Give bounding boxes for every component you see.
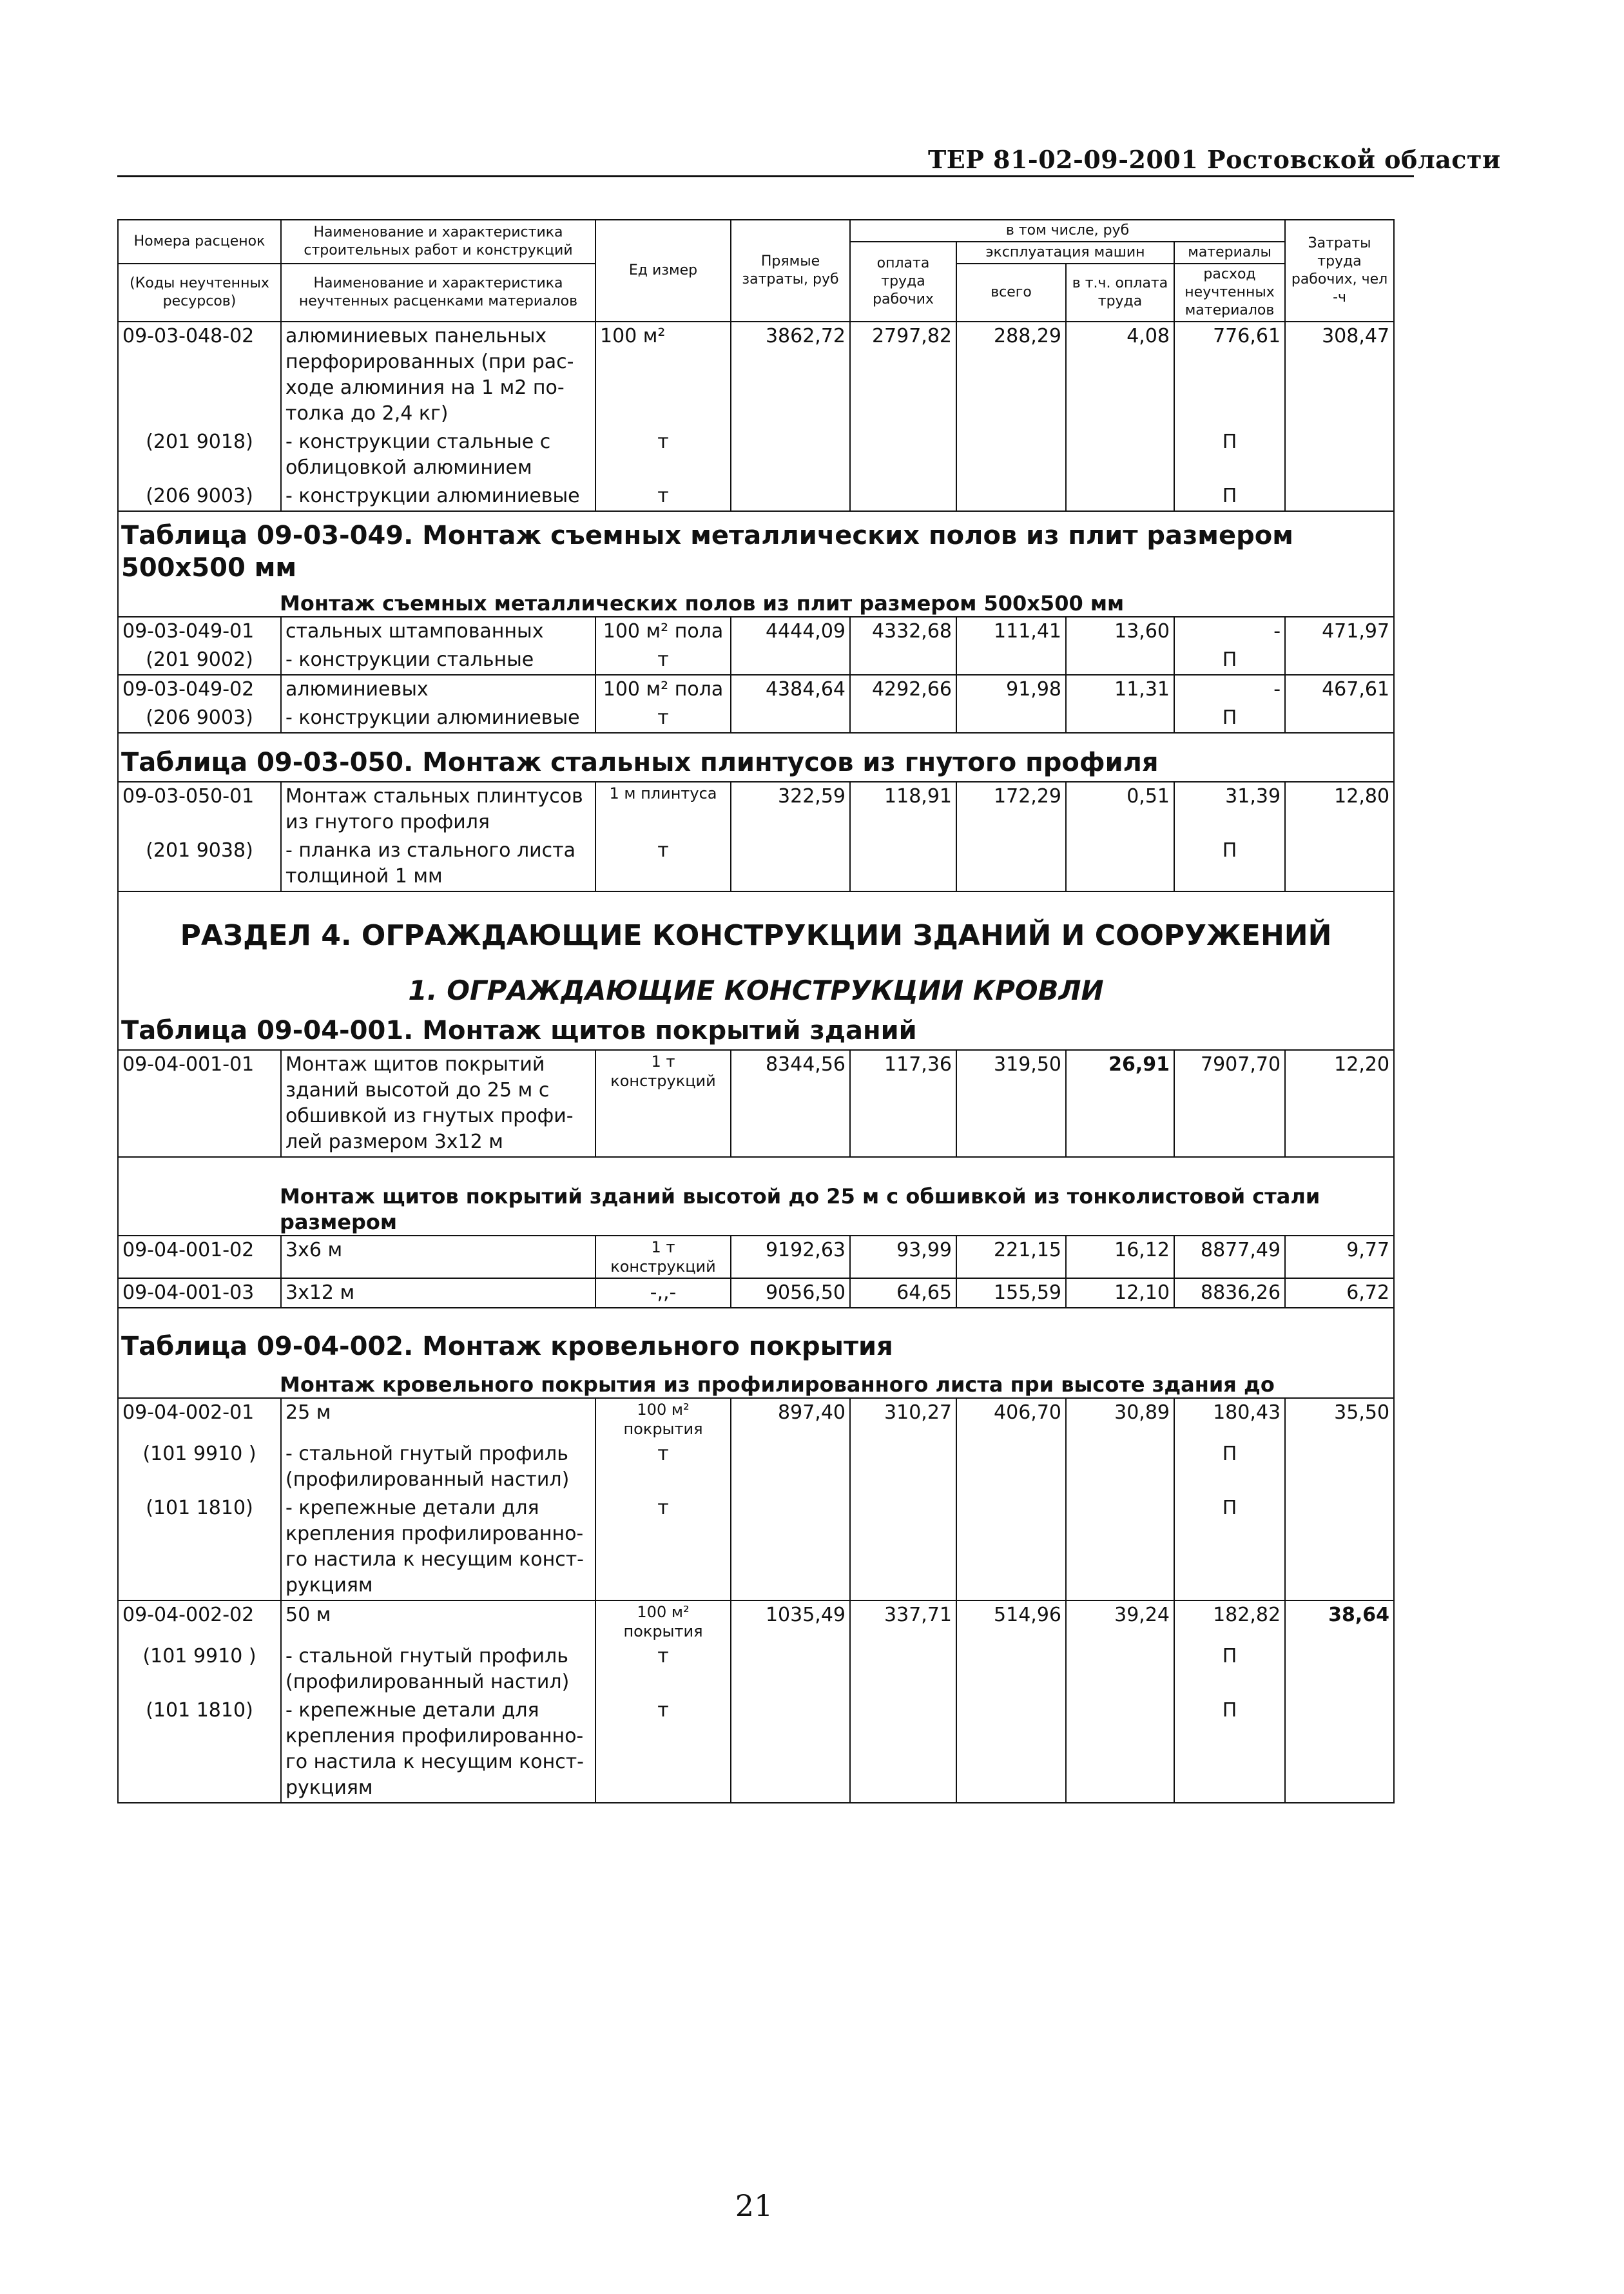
row-name: 50 м <box>281 1600 595 1642</box>
row-mat: П <box>1174 1440 1285 1494</box>
row-labor: 38,64 <box>1285 1600 1394 1642</box>
row-pay: 117,36 <box>850 1050 956 1157</box>
section-subtitle-row <box>118 960 1394 1015</box>
row-direct: 3862,72 <box>731 322 850 428</box>
header-machines-total: всего <box>956 264 1066 322</box>
row-mat: - <box>1174 675 1285 704</box>
row-name: стальных штампованных <box>281 617 595 646</box>
row-mat: П <box>1174 482 1285 511</box>
row-name: алюминиевых <box>281 675 595 704</box>
row-direct: 9192,63 <box>731 1236 850 1278</box>
rates-table <box>117 219 1395 1803</box>
section-title-row <box>118 891 1394 960</box>
row-code: 09-04-001-02 <box>118 1236 281 1278</box>
row-pay: 93,99 <box>850 1236 956 1278</box>
row-mat: П <box>1174 1642 1285 1696</box>
row-labor: 467,61 <box>1285 675 1394 704</box>
row-name: 25 м <box>281 1398 595 1440</box>
table-row <box>118 1696 1394 1803</box>
row-code: (201 9038) <box>118 837 281 891</box>
row-mach-pay: 12,10 <box>1066 1278 1174 1308</box>
row-mach: 111,41 <box>956 617 1066 646</box>
row-mat: 776,61 <box>1174 322 1285 428</box>
row-mat: П <box>1174 837 1285 891</box>
header-unit: Ед измер <box>595 220 731 322</box>
table-row <box>118 675 1394 704</box>
table-row <box>118 1642 1394 1696</box>
header-materials-sub: расход неучтенных материалов <box>1174 264 1285 322</box>
header-materials: материалы <box>1174 242 1285 264</box>
table-subtitle: Монтаж щитов покрытий зданий высотой до 25 м с обшивкой из тонколистовой стали размером <box>118 1157 1394 1236</box>
row-name: Монтаж стальных плинтусов из гнутого профиля <box>281 782 595 837</box>
row-name: - стальной гнутый профиль (профилированный настил) <box>281 1440 595 1494</box>
row-direct: 8344,56 <box>731 1050 850 1157</box>
row-mach: 91,98 <box>956 675 1066 704</box>
row-name: - крепежные детали для крепления профилированно-го настила к несущим конст-рукциям <box>281 1494 595 1600</box>
row-pay: 64,65 <box>850 1278 956 1308</box>
header-machines-labor: в т.ч. оплата труда <box>1066 264 1174 322</box>
row-code: (101 1810) <box>118 1494 281 1600</box>
row-direct: 897,40 <box>731 1398 850 1440</box>
row-pay: 118,91 <box>850 782 956 837</box>
row-name: - конструкции стальные <box>281 646 595 675</box>
row-code: (206 9003) <box>118 482 281 511</box>
row-code: 09-04-002-01 <box>118 1398 281 1440</box>
row-mach-pay: 11,31 <box>1066 675 1174 704</box>
header-direct: Прямые затраты, руб <box>731 220 850 322</box>
row-code: 09-04-001-03 <box>118 1278 281 1308</box>
table-title: Таблица 09-04-001. Монтаж щитов покрытий зданий <box>118 1015 1394 1050</box>
table-title: Таблица 09-03-050. Монтаж стальных плинтусов из гнутого профиля <box>118 733 1394 782</box>
table-row <box>118 1050 1394 1157</box>
row-name: - крепежные детали для крепления профилированно-го настила к несущим конст-рукциям <box>281 1696 595 1803</box>
row-name: - планка из стального листа толщиной 1 мм <box>281 837 595 891</box>
table-row <box>118 704 1394 733</box>
row-mach: 406,70 <box>956 1398 1066 1440</box>
row-code: 09-04-002-02 <box>118 1600 281 1642</box>
row-name: 3х6 м <box>281 1236 595 1278</box>
row-labor: 308,47 <box>1285 322 1394 428</box>
row-direct: 322,59 <box>731 782 850 837</box>
header-machines: эксплуатация машин <box>956 242 1174 264</box>
table-subtitle: Монтаж кровельного покрытия из профилированного листа при высоте здания до <box>118 1365 1394 1398</box>
row-unit: т <box>595 837 731 891</box>
row-pay: 2797,82 <box>850 322 956 428</box>
row-code: 09-03-050-01 <box>118 782 281 837</box>
row-direct: 4384,64 <box>731 675 850 704</box>
row-name: - стальной гнутый профиль (профилированный настил) <box>281 1642 595 1696</box>
row-mach: 514,96 <box>956 1600 1066 1642</box>
row-unit: 1 т конструкций <box>595 1236 731 1278</box>
row-unit: т <box>595 482 731 511</box>
table-row <box>118 322 1394 428</box>
row-unit: т <box>595 1440 731 1494</box>
table-subtitle: Монтаж съемных металлических полов из плит размером 500х500 мм <box>118 587 1394 617</box>
row-unit: 100 м² покрытия <box>595 1600 731 1642</box>
row-mat: - <box>1174 617 1285 646</box>
row-code: (201 9002) <box>118 646 281 675</box>
row-code: 09-03-048-02 <box>118 322 281 428</box>
row-code: 09-04-001-01 <box>118 1050 281 1157</box>
table-row <box>118 482 1394 511</box>
row-unit: т <box>595 1494 731 1600</box>
row-mach: 172,29 <box>956 782 1066 837</box>
header-code: Номера расценок <box>118 220 281 264</box>
table-row <box>118 1494 1394 1600</box>
row-name: - конструкции стальные с облицовкой алюминием <box>281 428 595 482</box>
row-code: (101 9910 ) <box>118 1440 281 1494</box>
row-mach: 319,50 <box>956 1050 1066 1157</box>
header-rule <box>117 175 1414 177</box>
table-title-row <box>118 1308 1394 1365</box>
row-name: - конструкции алюминиевые <box>281 704 595 733</box>
row-mat: 8877,49 <box>1174 1236 1285 1278</box>
row-mat: 7907,70 <box>1174 1050 1285 1157</box>
row-mach-pay: 30,89 <box>1066 1398 1174 1440</box>
header-name: Наименование и характеристика строительных работ и конструкций <box>281 220 595 264</box>
row-mach: 155,59 <box>956 1278 1066 1308</box>
row-mat: П <box>1174 1696 1285 1803</box>
table-row <box>118 1398 1394 1440</box>
row-code: 09-03-049-01 <box>118 617 281 646</box>
row-unit: 100 м² пола <box>595 617 731 646</box>
table-title-row <box>118 1015 1394 1050</box>
row-mat: П <box>1174 704 1285 733</box>
table-row <box>118 1600 1394 1642</box>
row-direct: 1035,49 <box>731 1600 850 1642</box>
row-code: 09-03-049-02 <box>118 675 281 704</box>
table-title: Таблица 09-04-002. Монтаж кровельного покрытия <box>118 1308 1394 1365</box>
table-row <box>118 646 1394 675</box>
row-labor: 6,72 <box>1285 1278 1394 1308</box>
row-mat: 31,39 <box>1174 782 1285 837</box>
table-row <box>118 782 1394 837</box>
row-unit: т <box>595 704 731 733</box>
row-mach: 288,29 <box>956 322 1066 428</box>
row-unit: т <box>595 428 731 482</box>
row-mach-pay: 13,60 <box>1066 617 1174 646</box>
header-labor: Затраты труда рабочих, чел -ч <box>1285 220 1394 322</box>
row-code: (201 9018) <box>118 428 281 482</box>
row-mat: 182,82 <box>1174 1600 1285 1642</box>
row-unit: 1 м плинтуса <box>595 782 731 837</box>
row-unit: т <box>595 646 731 675</box>
row-mat: П <box>1174 646 1285 675</box>
row-code: (206 9003) <box>118 704 281 733</box>
table-row <box>118 1440 1394 1494</box>
page-header: ТЕР 81-02-09-2001 Ростовской области <box>928 145 1501 174</box>
header-labor-pay: оплата труда рабочих <box>850 242 956 322</box>
row-labor: 12,20 <box>1285 1050 1394 1157</box>
table-title-row <box>118 511 1394 587</box>
row-mat: 180,43 <box>1174 1398 1285 1440</box>
table-subtitle-row <box>118 1157 1394 1236</box>
table-row <box>118 837 1394 891</box>
row-name: Монтаж щитов покрытий зданий высотой до 25 м с обшивкой из гнутых профи-лей размером 3х12 м <box>281 1050 595 1157</box>
table-title: Таблица 09-03-049. Монтаж съемных металлических полов из плит размером 500х500 мм <box>118 511 1394 587</box>
row-unit: 100 м² пола <box>595 675 731 704</box>
row-mat: П <box>1174 428 1285 482</box>
table-row <box>118 1278 1394 1308</box>
table-subtitle-row <box>118 587 1394 617</box>
table-subtitle-row <box>118 1365 1394 1398</box>
row-mach-pay: 39,24 <box>1066 1600 1174 1642</box>
row-labor: 471,97 <box>1285 617 1394 646</box>
row-labor: 35,50 <box>1285 1398 1394 1440</box>
row-unit: 1 т конструкций <box>595 1050 731 1157</box>
row-name: - конструкции алюминиевые <box>281 482 595 511</box>
header-incl: в том числе, руб <box>850 220 1285 242</box>
row-unit: 100 м² покрытия <box>595 1398 731 1440</box>
row-unit: -,,- <box>595 1278 731 1308</box>
row-labor: 12,80 <box>1285 782 1394 837</box>
row-pay: 4332,68 <box>850 617 956 646</box>
table-header-row <box>118 220 1394 242</box>
row-code: (101 1810) <box>118 1696 281 1803</box>
table-row <box>118 617 1394 646</box>
row-name: 3х12 м <box>281 1278 595 1308</box>
row-labor: 9,77 <box>1285 1236 1394 1278</box>
table-row <box>118 428 1394 482</box>
row-pay: 310,27 <box>850 1398 956 1440</box>
row-code: (101 9910 ) <box>118 1642 281 1696</box>
header-code-sub: (Коды неучтенных ресурсов) <box>118 264 281 322</box>
row-mach-pay: 26,91 <box>1066 1050 1174 1157</box>
row-unit: 100 м² <box>595 322 731 428</box>
table-row <box>118 1236 1394 1278</box>
row-mach: 221,15 <box>956 1236 1066 1278</box>
row-mach-pay: 4,08 <box>1066 322 1174 428</box>
row-name: алюминиевых панельных перфорированных (при рас-ходе алюминия на 1 м2 по-толка до 2,4 кг) <box>281 322 595 428</box>
row-mat: П <box>1174 1494 1285 1600</box>
row-mach-pay: 0,51 <box>1066 782 1174 837</box>
row-unit: т <box>595 1642 731 1696</box>
row-mat: 8836,26 <box>1174 1278 1285 1308</box>
row-mach-pay: 16,12 <box>1066 1236 1174 1278</box>
row-pay: 4292,66 <box>850 675 956 704</box>
section-title: РАЗДЕЛ 4. ОГРАЖДАЮЩИЕ КОНСТРУКЦИИ ЗДАНИЙ И СООРУЖЕНИЙ <box>118 891 1394 960</box>
page-number: 21 <box>735 2188 773 2223</box>
row-pay: 337,71 <box>850 1600 956 1642</box>
section-subtitle: 1. ОГРАЖДАЮЩИЕ КОНСТРУКЦИИ КРОВЛИ <box>118 960 1394 1015</box>
row-direct: 4444,09 <box>731 617 850 646</box>
row-unit: т <box>595 1696 731 1803</box>
row-direct: 9056,50 <box>731 1278 850 1308</box>
table-title-row <box>118 733 1394 782</box>
header-name-sub: Наименование и характеристика неучтенных расценками материалов <box>281 264 595 322</box>
